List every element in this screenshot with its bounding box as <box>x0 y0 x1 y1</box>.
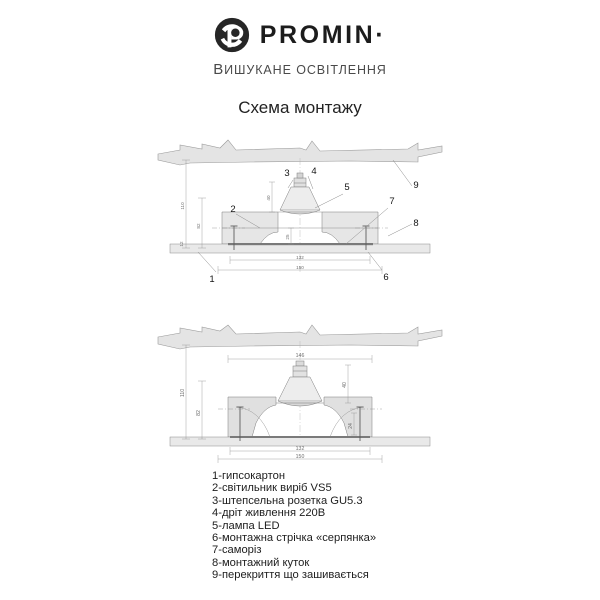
dimension-label-132-detail: 132 <box>295 446 305 452</box>
led-lamp-lens-detail <box>278 401 322 406</box>
fixture-flare-left <box>228 397 276 437</box>
legend-item: 3-штепсельна розетка GU5.3 <box>212 494 363 507</box>
led-lamp-body-detail <box>278 377 322 401</box>
socket-body <box>294 178 306 187</box>
legend-item: 1-гипсокартон <box>212 470 286 482</box>
callout-3: 3 <box>284 168 290 179</box>
callout-4: 4 <box>311 166 317 177</box>
dimension-82-detail <box>198 381 206 439</box>
serpyanka-tape <box>228 243 373 245</box>
dimension-label-110: 110 <box>180 202 185 210</box>
page-title: Схема монтажу <box>238 98 362 117</box>
callout-1: 1 <box>209 274 215 285</box>
callout-9: 9 <box>413 180 419 191</box>
legend-item: 5-лампа LED <box>212 519 280 532</box>
dimension-label-24-detail: 24 <box>348 423 354 429</box>
mounting-scheme-detail-view <box>150 325 450 460</box>
legend-item: 4-дріт живлення 220В <box>212 507 326 520</box>
dimension-82 <box>198 198 206 248</box>
dimension-label-40: 40 <box>266 195 271 201</box>
dimension-label-132: 132 <box>296 255 304 260</box>
callout-8: 8 <box>413 218 419 229</box>
brand-tagline-initial: В <box>213 61 225 78</box>
leader-8 <box>388 224 412 236</box>
led-lamp-body <box>280 187 320 210</box>
dimension-label-150: 150 <box>296 265 304 270</box>
socket-body-detail <box>293 366 307 377</box>
callout-7: 7 <box>389 196 395 207</box>
callout-2: 2 <box>230 204 236 215</box>
power-wire-terminal-detail <box>296 361 304 366</box>
brand-name: PROMIN· <box>259 20 387 49</box>
dimension-label-40-detail: 40 <box>342 382 348 388</box>
legend-item: 2-світильник виріб VS5 <box>212 482 332 495</box>
dimension-label-82: 82 <box>196 223 201 229</box>
legend-list <box>212 470 532 582</box>
power-wire-terminal <box>297 173 303 178</box>
legend-item: 8-монтажний куток <box>212 556 310 569</box>
dimension-label-146: 146 <box>295 353 305 359</box>
legend-item: 9-перекриття що зашивається <box>212 569 369 582</box>
callout-5: 5 <box>344 182 350 193</box>
dimension-label-25: 25 <box>285 234 290 240</box>
legend-item: 6-монтажна стрічка «серпянка» <box>212 532 377 545</box>
callout-6: 6 <box>383 272 389 283</box>
mounting-scheme-section-view <box>150 140 450 290</box>
dimension-label-150-detail: 150 <box>295 454 305 460</box>
promin-spiral-p-logo-icon <box>214 17 250 53</box>
dimension-label-12: 12 <box>179 241 184 247</box>
serpyanka-tape-detail <box>230 436 370 438</box>
detail-view-svg <box>150 325 450 460</box>
plasterboard-sheet-detail <box>170 437 430 446</box>
leader-5 <box>315 194 343 208</box>
brand-logo-row <box>0 14 600 56</box>
brand-header <box>0 14 600 78</box>
section-view-svg <box>150 140 450 290</box>
plasterboard-sheet <box>170 244 430 253</box>
leader-1 <box>198 252 216 272</box>
brand-tagline-rest: ИШУКАНЕ ОСВІТЛЕННЯ <box>224 63 387 77</box>
leader-9 <box>393 160 412 186</box>
dimension-label-82-detail: 82 <box>196 410 202 416</box>
legend-item: 7-саморіз <box>212 544 262 557</box>
brand-tagline <box>0 61 600 78</box>
dimension-label-110-detail: 110 <box>180 388 186 398</box>
